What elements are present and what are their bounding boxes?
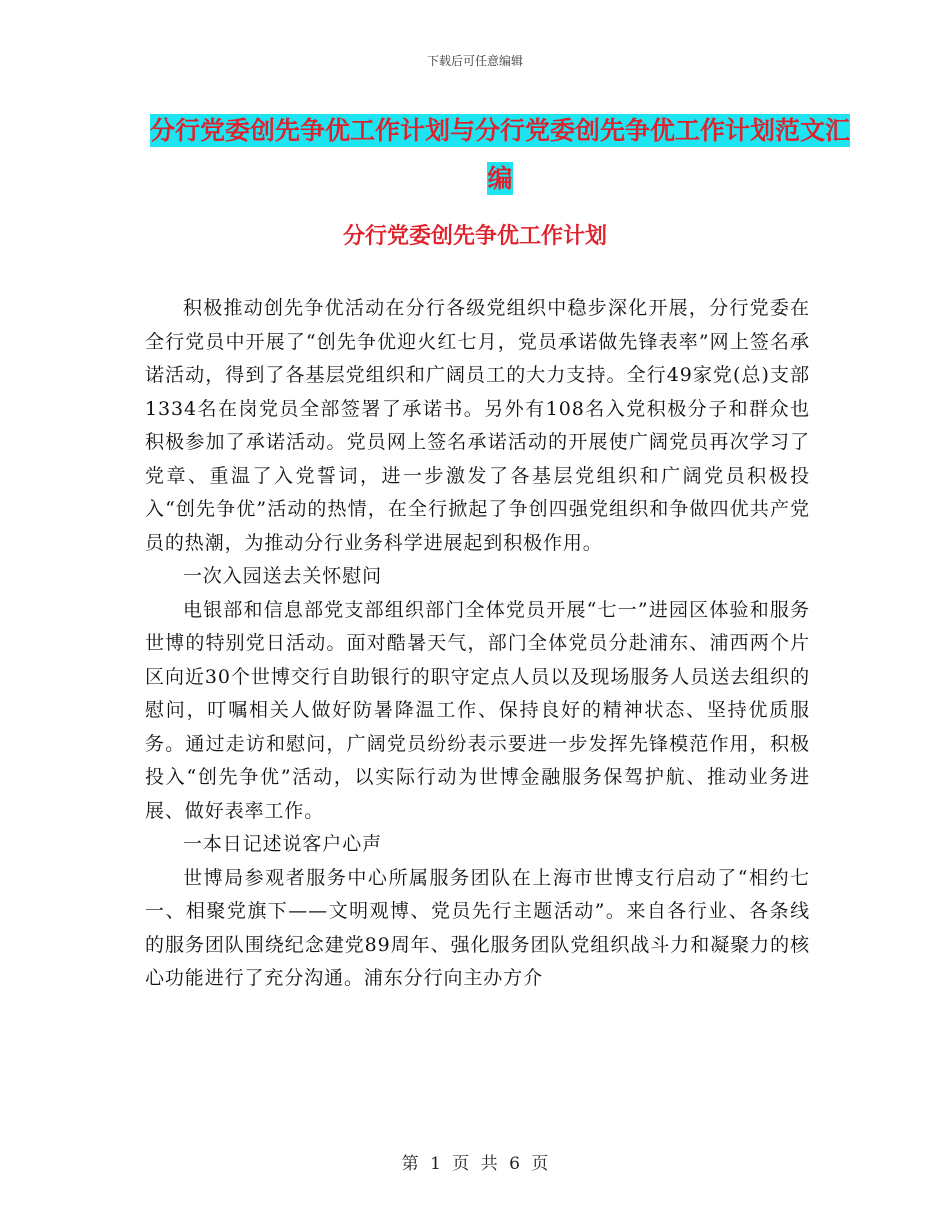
document-title	[145, 107, 855, 203]
document-title-text: 分行党委创先争优工作计划与分行党委创先争优工作计划范文汇编	[149, 116, 850, 193]
paragraph-heading: 一本日记述说客户心声	[183, 833, 383, 855]
paragraph: 世博局参观者服务中心所属服务团队在上海市世博支行启动了“相约七一、相聚党旗下——文明观博、党员先行主题活动”。来自各行业、各条线的服务团队围绕纪念建党89周年、强化服务团队党组织战斗力和凝聚力的核心功能进行了充分沟通。浦东分行向主办方介	[145, 866, 810, 989]
paragraph-heading: 一次入园送去关怀慰问	[183, 565, 383, 587]
page-footer: 第 1 页 共 6 页	[401, 1154, 549, 1174]
page-header: 下载后可任意编辑	[426, 54, 523, 68]
paragraph: 积极推动创先争优活动在分行各级党组织中稳步深化开展，分行党委在全行党员中开展了“创先争优迎火红七月，党员承诺做先锋表率”网上签名承诺活动，得到了各基层党组织和广阔员工的大力支持。全行49家党(总)支部1334名在岗党员全部签署了承诺书。另外有108名入党积极分子和群众也积极参加了承诺活动。党员网上签名承诺活动的开展使广阔党员再次学习了党章、重温了入党誓词，进一步激发了各基层党组织和广阔党员积极投入“创先争优”活动的热情，在全行掀起了争创四强党组织和争做四优共产党员的热潮，为推动分行业务科学进展起到积极作用。	[145, 297, 810, 554]
paragraph: 电银部和信息部党支部组织部门全体党员开展“七一”进园区体验和服务世博的特别党日活动。面对酷暑天气，部门全体党员分赴浦东、浦西两个片区向近30个世博交行自助银行的职守定点人员以及现场服务人员送去组织的慰问，叮嘱相关人做好防暑降温工作、保持良好的精神状态、坚持优质服务。通过走访和慰问，广阔党员纷纷表示要进一步发挥先锋模范作用，积极投入“创先争优”活动，以实际行动为世博金融服务保驾护航、推动业务进展、做好表率工作。	[145, 598, 810, 822]
section-title: 分行党委创先争优工作计划	[342, 224, 607, 249]
body-text	[145, 292, 810, 996]
